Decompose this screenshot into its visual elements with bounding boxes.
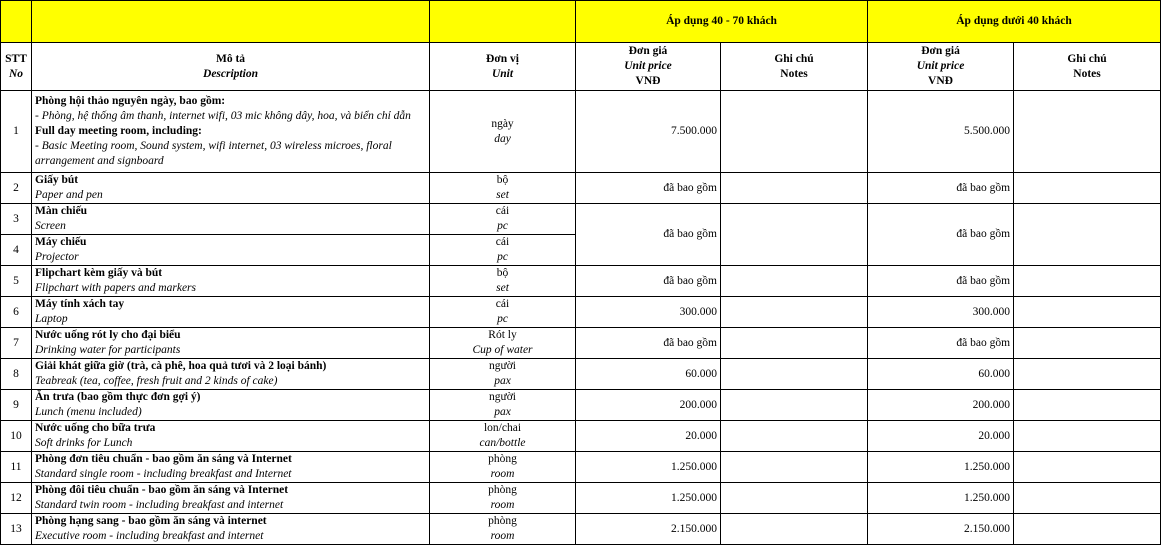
table-row: 4 Máy chiếu Projector cái pc: [1, 235, 1161, 266]
blank-cell: [430, 1, 576, 43]
table-row: 2 Giấy bút Paper and pen bộ set đã bao gồm đã bao gồm: [1, 173, 1161, 204]
blank-cell: [32, 1, 430, 43]
col-notes-1: Ghi chú Notes: [721, 43, 868, 91]
row-price-2: 5.500.000: [868, 91, 1014, 173]
col-price-2: Đơn giá Unit price VNĐ: [868, 43, 1014, 91]
table-row: 11 Phòng đơn tiêu chuẩn - bao gồm ăn sáng và Internet Standard single room - including breakfast and Internet phòng room 1.250.000 1.250.000: [1, 452, 1161, 483]
table-row: 5 Flipchart kèm giấy và bút Flipchart with papers and markers bộ set đã bao gồm đã bao gồm: [1, 266, 1161, 297]
column-header-row: [1, 43, 1161, 91]
col-stt: STT No: [1, 43, 32, 91]
row-notes-1: [721, 91, 868, 173]
tier2-title: Áp dụng dưới 40 khách: [868, 1, 1161, 43]
table-row: 3 Màn chiếu Screen cái pc đã bao gồm đã bao gồm: [1, 204, 1161, 235]
row-unit: ngày day: [430, 91, 576, 173]
table-row: 6 Máy tính xách tay Laptop cái pc 300.000 300.000: [1, 297, 1161, 328]
row-price-1: 7.500.000: [576, 91, 721, 173]
col-unit: Đơn vị Unit: [430, 43, 576, 91]
table-row: 8 Giải khát giữa giờ (trà, cà phê, hoa quả tươi và 2 loại bánh) Teabreak (tea, coffee, fresh fruit and 2 kinds of cake) người pax 60.000 60.000: [1, 359, 1161, 390]
row-notes-2: [1014, 91, 1161, 173]
col-price-1: Đơn giá Unit price VNĐ: [576, 43, 721, 91]
row-description: Phòng hội thảo nguyên ngày, bao gồm: - Phòng, hệ thống âm thanh, internet wifi, 03 mic không dây, hoa, và biển chỉ dẫn Full day meeting room, including: - Basic Meeting room, Sound system, wifi internet, 03 wireless microes, floral arrangement and signboard: [32, 91, 430, 173]
blank-cell: [1, 1, 32, 43]
tier1-title: Áp dụng 40 - 70 khách: [576, 1, 868, 43]
table-row: 12 Phòng đôi tiêu chuẩn - bao gồm ăn sáng và Internet Standard twin room - including breakfast and internet phòng room 1.250.000 1.250.000: [1, 483, 1161, 514]
table-row: 10 Nước uống cho bữa trưa Soft drinks for Lunch lon/chai can/bottle 20.000 20.000: [1, 421, 1161, 452]
col-notes-2: Ghi chú Notes: [1014, 43, 1161, 91]
table-row: 7 Nước uống rót ly cho đại biểu Drinking water for participants Rót ly Cup of water đã bao gồm đã bao gồm: [1, 328, 1161, 359]
table-row: 13 Phòng hạng sang - bao gồm ăn sáng và internet Executive room - including breakfast and internet phòng room 2.150.000 2.150.000: [1, 514, 1161, 545]
tier-header-row: [1, 1, 1161, 43]
table-row: 9 Ăn trưa (bao gồm thực đơn gợi ý) Lunch (menu included) người pax 200.000 200.000: [1, 390, 1161, 421]
col-description: Mô tả Description: [32, 43, 430, 91]
table-row: 1 Phòng hội thảo nguyên ngày, bao gồm: - Phòng, hệ thống âm thanh, internet wifi, 03 mic không dây, hoa, và biển chỉ dẫn Full day meeting room, including: - Basic Meeting room, Sound system, wifi internet, 03 wireless microes, floral arrangement and signboard ngày day 7.500.000 5.500.000: [1, 91, 1161, 173]
